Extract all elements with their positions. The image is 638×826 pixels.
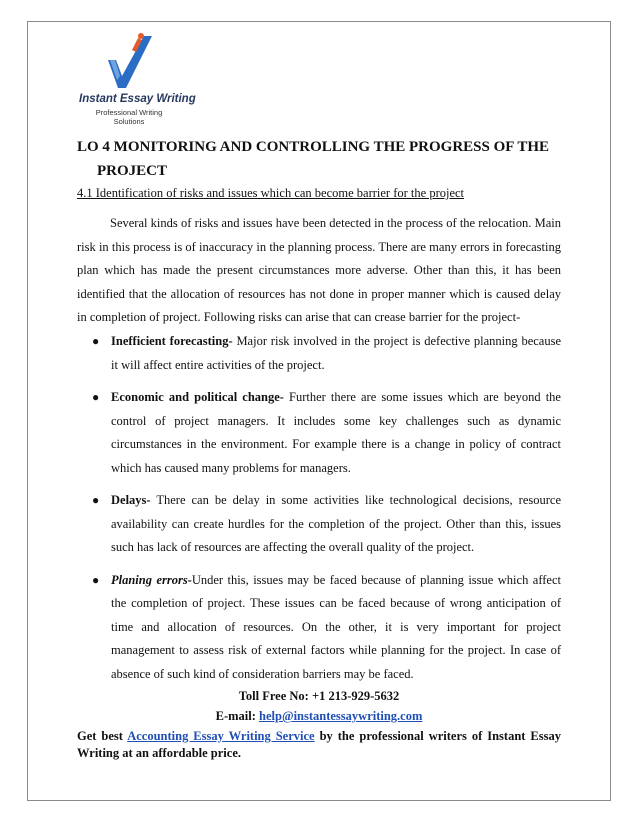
list-item xyxy=(77,330,561,377)
email-link[interactable]: help@instantessaywriting.com xyxy=(259,709,423,723)
promo-text xyxy=(77,728,561,762)
intro-paragraph xyxy=(77,212,561,330)
bullet-text: Under this, issues may be faced because of planning issue which affect the completion of project. These issues can be faced because of wrong anticipation of time and allocation of resources. On the other, it is very important for project management to assess risk of external factors while planning for the project. In case of absence of such kind of consideration barriers may be faced. xyxy=(111,572,561,681)
bullet-title: Planing errors- xyxy=(111,572,192,587)
email-label: E-mail: xyxy=(215,709,260,723)
logo-tagline-line1: Professional Writing xyxy=(95,108,163,117)
checkmark-pen-icon xyxy=(104,30,156,92)
heading-line2: PROJECT xyxy=(97,163,168,179)
list-item xyxy=(77,569,561,687)
heading-line1: LO 4 MONITORING AND CONTROLLING THE PROGRESS OF THE xyxy=(77,139,550,155)
risk-list xyxy=(77,330,561,695)
section-heading xyxy=(77,135,557,183)
footer xyxy=(77,688,561,762)
bullet-title: Delays- xyxy=(111,493,151,507)
bullet-text: Further there are some issues which are beyond the control of project managers. It includes some key challenges such as dynamic circumstances in the environment. For example there is a change in policy of contract which has caused many problems for managers. xyxy=(111,390,561,475)
subsection-heading: 4.1 Identification of risks and issues which can become barrier for the project xyxy=(77,186,465,200)
toll-free-number: Toll Free No: +1 213-929-5632 xyxy=(238,689,400,703)
bullet-text: Major risk involved in the project is defective planning because it will affect entire activities of the project. xyxy=(111,334,562,372)
bullet-text: There can be delay in some activities like technological decisions, resource availability can create hurdles for the completion of the project. Other than this, issues such has lack of resources are affecting the overall quality of the project. xyxy=(111,493,561,554)
list-item xyxy=(77,489,561,560)
promo-post: by the professional writers of Instant Essay Writing at an affordable price. xyxy=(77,729,561,760)
logo xyxy=(79,30,196,126)
bullet-icon: ● xyxy=(92,334,100,348)
bullet-icon: ● xyxy=(92,572,100,587)
intro-text: Several kinds of risks and issues have been detected in the process of the relocation. Main risk in this process is of inaccuracy in the planning process. There are many errors in forecasting plan which has made the present circumstances more adverse. Other than this, it has been identified that the allocation of resources has not done in proper manner which is caused delay in completion of project. Following risks can arise that can crease barrier for the project- xyxy=(77,216,561,324)
logo-name: Instant Essay Writing xyxy=(79,93,196,105)
bullet-title: Inefficient forecasting- xyxy=(111,334,233,348)
bullet-title: Economic and political change- xyxy=(111,390,284,404)
list-item xyxy=(77,386,561,480)
bullet-icon: ● xyxy=(92,493,100,507)
service-link[interactable]: Accounting Essay Writing Service xyxy=(127,729,315,743)
promo-pre: Get best xyxy=(77,729,128,743)
bullet-icon: ● xyxy=(92,390,100,404)
logo-tagline-line2: Solutions xyxy=(113,117,145,126)
logo-tagline xyxy=(79,108,179,126)
email-line xyxy=(77,708,561,725)
